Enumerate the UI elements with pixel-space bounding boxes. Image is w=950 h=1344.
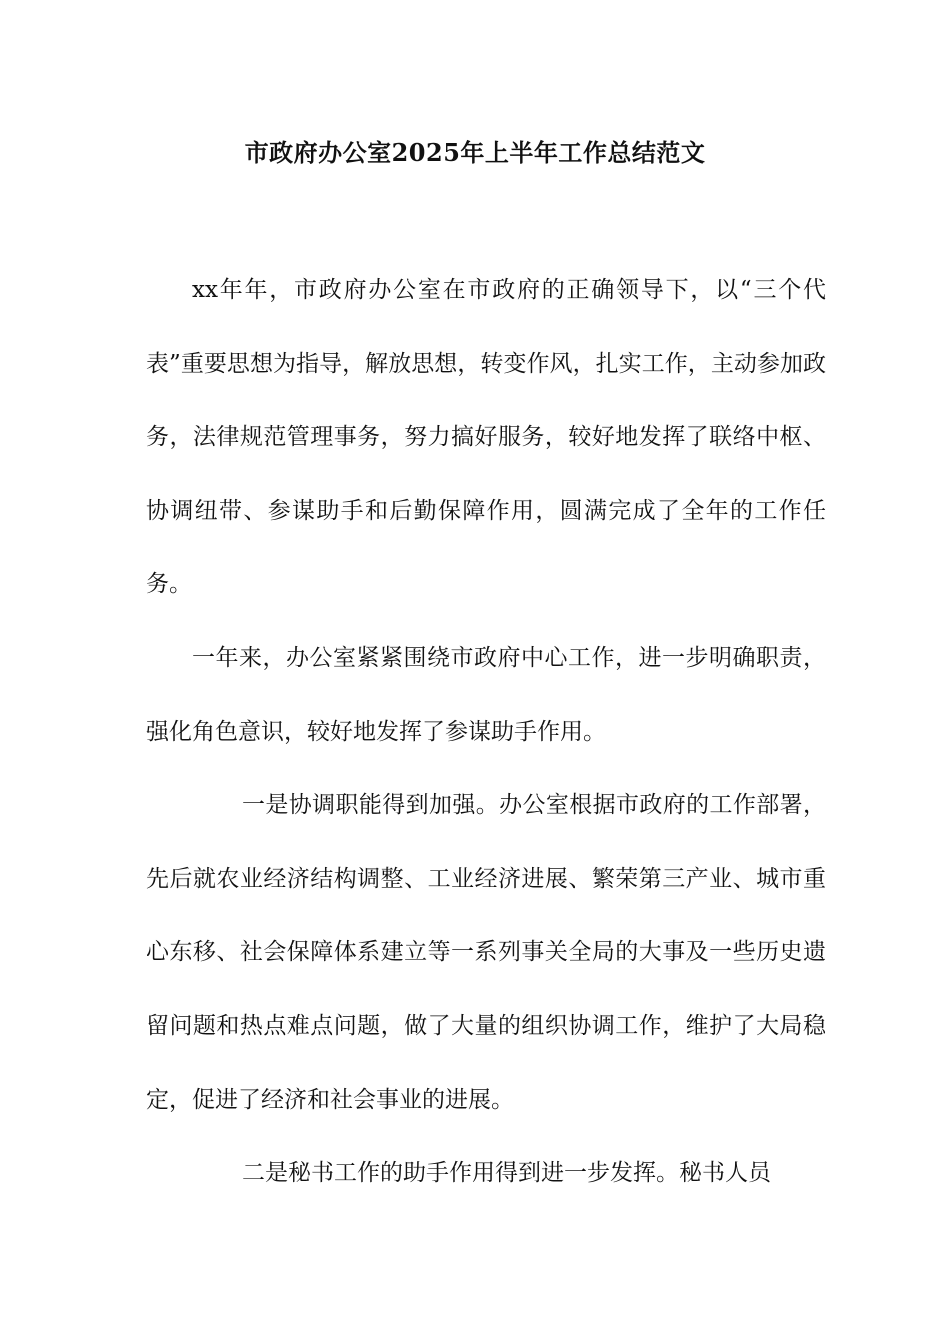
document-body [146,254,826,1211]
paragraph-intro: xx年年，市政府办公室在市政府的正确领导下，以“三个代表”重要思想为指导，解放思想，转变作风，扎实工作，主动参加政务，法律规范管理事务，努力搞好服务，较好地发挥了联络中枢、协调纽带、参谋助手和后勤保障作用，圆满完成了全年的工作任务。 [146,277,826,598]
document-title: 市政府办公室2025年上半年工作总结范文 [244,138,706,167]
paragraph-coordination: 一是协调职能得到加强。办公室根据市政府的工作部署，先后就农业经济结构调整、工业经济进展、繁荣第三产业、城市重心东移、社会保障体系建立等一系列事关全局的大事及一些历史遗留问题和热点难点问题，做了大量的组织协调工作，维护了大局稳定，促进了经济和社会事业的进展。 [146,792,826,1113]
paragraph-secretarial: 二是秘书工作的助手作用得到进一步发挥。秘书人员 [242,1160,771,1187]
paragraph-overview: 一年来，办公室紧紧围绕市政府中心工作，进一步明确职责，强化角色意识，较好地发挥了参谋助手作用。 [146,644,826,745]
